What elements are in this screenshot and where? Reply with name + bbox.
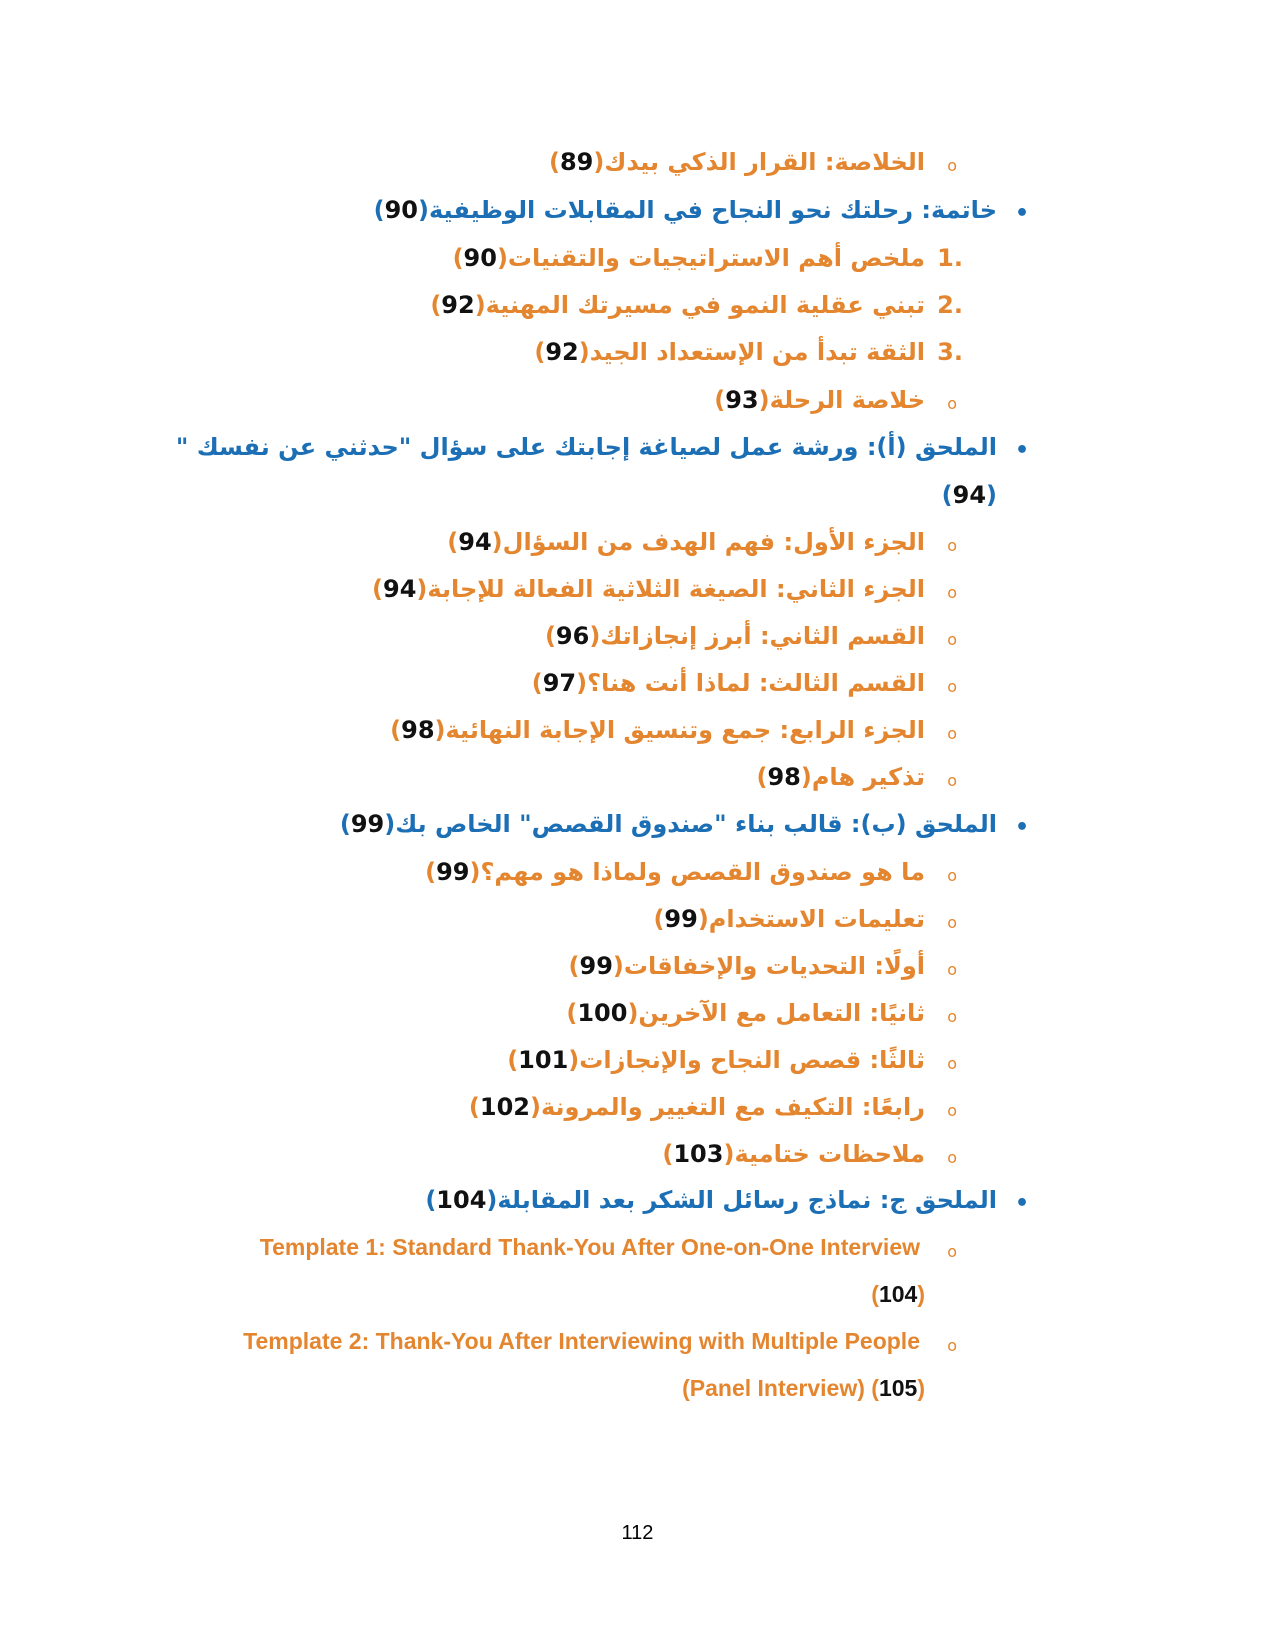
toc-item-page: 100: [577, 999, 628, 1027]
toc-item-page: 104: [878, 1281, 918, 1307]
toc-item-title: تبني عقلية النمو في مسيرتك المهنية: [485, 291, 925, 319]
toc-item-page: 99: [350, 810, 385, 838]
toc-item-title: الثقة تبدأ من الإستعداد الجيد: [589, 338, 925, 366]
toc-item-part-one[interactable]: الجزء الأول: فهم الهدف من السؤال(94): [447, 528, 925, 556]
toc-item-title: Template 1: Standard Thank-You After One-on-One Interview: [259, 1234, 920, 1260]
toc-item-title: خاتمة: رحلتك نحو النجاح في المقابلات الوظيفية: [428, 196, 997, 224]
page-number: 112: [621, 1522, 654, 1544]
toc-item-template-2-cont[interactable]: (Panel Interview) (105): [682, 1375, 925, 1401]
toc-item-marker: o: [947, 913, 957, 932]
toc-item-dealing-with-others[interactable]: ثانيًا: التعامل مع الآخرين(100): [566, 999, 925, 1027]
toc-item-page: 94: [383, 575, 417, 603]
toc-item-page: 105: [878, 1375, 918, 1401]
toc-item-usage-instructions[interactable]: تعليمات الاستخدام(99): [653, 905, 925, 933]
toc-item-title: ثالثًا: قصص النجاح والإنجازات: [579, 1046, 925, 1074]
toc-item-marker: o: [947, 1242, 957, 1261]
toc-item-title: الجزء الثاني: الصيغة الثلاثية الفعالة للإجابة: [427, 575, 925, 603]
toc-item-title: تعليمات الاستخدام: [708, 905, 925, 933]
toc-item-marker: o: [947, 1336, 957, 1355]
toc-item-part-two[interactable]: الجزء الثاني: الصيغة الثلاثية الفعالة للإجابة(94): [372, 575, 925, 603]
toc-item-template-1-page[interactable]: (104): [871, 1281, 925, 1307]
toc-item-marker: o: [947, 1054, 957, 1073]
toc-item-marker: o: [947, 866, 957, 885]
toc-item-title-continued: (Panel Interview): [682, 1375, 865, 1401]
toc-item-title: الخلاصة: القرار الذكي بيدك: [604, 148, 925, 176]
toc-item-marker: o: [947, 677, 957, 696]
toc-item-marker: o: [947, 630, 957, 649]
toc-item-page: 94: [952, 481, 987, 509]
toc-item-title: الملحق ج: نماذج رسائل الشكر بعد المقابلة: [497, 1186, 997, 1214]
toc-item-page: 97: [542, 669, 577, 697]
toc-item-title: الجزء الأول: فهم الهدف من السؤال: [502, 528, 925, 556]
toc-item-marker: o: [947, 156, 957, 175]
toc-item-page: 99: [436, 858, 470, 886]
toc-item-page: 102: [479, 1093, 530, 1121]
toc-item-page: 104: [436, 1186, 487, 1214]
toc-item-marker: •: [1014, 201, 1029, 226]
toc-item-marker: 2.: [937, 291, 963, 319]
toc-item-page: 99: [579, 952, 613, 980]
toc-item-page: 92: [545, 338, 579, 366]
toc-item-appendix-a-page[interactable]: (94): [941, 481, 997, 509]
toc-item-title: القسم الثالث: لماذا أنت هنا؟: [587, 669, 925, 697]
toc-item-title: الجزء الرابع: جمع وتنسيق الإجابة النهائية: [445, 716, 925, 744]
toc-item-appendix-b[interactable]: الملحق (ب): قالب بناء "صندوق القصص" الخاص بك(99): [339, 810, 997, 838]
toc-item-page: 90: [463, 244, 497, 272]
toc-item-title: تذكير هام: [811, 763, 925, 791]
toc-item-page: 98: [767, 763, 801, 791]
toc-item-marker: 3.: [937, 338, 963, 366]
toc-item-challenges-failures[interactable]: أولًا: التحديات والإخفاقات(99): [568, 952, 925, 980]
toc-item-what-is-story-box[interactable]: ما هو صندوق القصص ولماذا هو مهم؟(99): [425, 858, 925, 886]
toc-item-part-four[interactable]: الجزء الرابع: جمع وتنسيق الإجابة النهائية(98): [390, 716, 925, 744]
toc-item-page: 99: [664, 905, 698, 933]
toc-item-confidence[interactable]: الثقة تبدأ من الإستعداد الجيد(92): [534, 338, 925, 366]
toc-item-marker: o: [947, 724, 957, 743]
toc-item-marker: o: [947, 394, 957, 413]
toc-item-title: الملحق (أ): ورشة عمل لصياغة إجابتك على سؤال "حدثني عن نفسك ": [175, 433, 997, 461]
toc-item-appendix-c[interactable]: الملحق ج: نماذج رسائل الشكر بعد المقابلة(104): [425, 1186, 997, 1214]
toc-item-conclusion-smart-decision[interactable]: الخلاصة: القرار الذكي بيدك(89): [548, 148, 925, 176]
toc-item-title: الملحق (ب): قالب بناء "صندوق القصص" الخاص بك: [395, 810, 997, 838]
toc-item-page: 98: [401, 716, 435, 744]
toc-item-page: 89: [559, 148, 594, 176]
toc-item-page: 90: [384, 196, 418, 224]
toc-item-marker: o: [947, 960, 957, 979]
toc-item-marker: o: [947, 771, 957, 790]
toc-item-title: القسم الثاني: أبرز إنجازاتك: [600, 622, 925, 650]
toc-item-marker: o: [947, 583, 957, 602]
toc-item-section-two[interactable]: القسم الثاني: أبرز إنجازاتك(96): [544, 622, 925, 650]
toc-item-page: 92: [441, 291, 475, 319]
toc-item-closing-notes[interactable]: ملاحظات ختامية(103): [662, 1140, 925, 1168]
toc-item-page: 101: [518, 1046, 569, 1074]
toc-item-marker: o: [947, 1101, 957, 1120]
toc-item-closing[interactable]: خاتمة: رحلتك نحو النجاح في المقابلات الوظيفية(90): [373, 196, 997, 224]
toc-item-appendix-a[interactable]: [176, 435, 997, 459]
toc-item-section-three[interactable]: القسم الثالث: لماذا أنت هنا؟(97): [531, 669, 925, 697]
toc-item-title: أولًا: التحديات والإخفاقات: [623, 952, 925, 980]
toc-item-page: 94: [458, 528, 492, 556]
toc-item-success-stories[interactable]: ثالثًا: قصص النجاح والإنجازات(101): [507, 1046, 925, 1074]
toc-item-title: ثانيًا: التعامل مع الآخرين: [638, 999, 925, 1027]
toc-item-marker: o: [947, 536, 957, 555]
toc-item-important-reminder[interactable]: تذكير هام(98): [756, 763, 925, 791]
toc-item-title: ما هو صندوق القصص ولماذا هو مهم؟: [480, 858, 925, 886]
toc-item-page: 93: [725, 386, 759, 414]
toc-item-journey-summary[interactable]: خلاصة الرحلة(93): [714, 386, 925, 414]
toc-item-adaptation-flexibility[interactable]: رابعًا: التكيف مع التغيير والمرونة(102): [468, 1093, 925, 1121]
toc-item-title: ملاحظات ختامية: [734, 1140, 925, 1168]
toc-item-marker: 1.: [937, 244, 963, 272]
toc-item-title: رابعًا: التكيف مع التغيير والمرونة: [540, 1093, 925, 1121]
toc-item-marker: •: [1014, 438, 1029, 463]
toc-item-title: خلاصة الرحلة: [769, 386, 925, 414]
toc-item-template-1[interactable]: [260, 1236, 920, 1259]
toc-item-marker: •: [1014, 815, 1029, 840]
toc-item-template-2[interactable]: [243, 1330, 920, 1353]
toc-item-summary-strategies[interactable]: ملخص أهم الاستراتيجيات والتقنيات(90): [452, 244, 925, 272]
toc-item-growth-mindset[interactable]: تبني عقلية النمو في مسيرتك المهنية(92): [430, 291, 925, 319]
toc-item-page: 96: [555, 622, 590, 650]
toc-item-marker: o: [947, 1007, 957, 1026]
toc-item-marker: •: [1014, 1191, 1029, 1216]
toc-item-page: 103: [673, 1140, 724, 1168]
toc-item-title: ملخص أهم الاستراتيجيات والتقنيات: [507, 244, 925, 272]
toc-item-title: Template 2: Thank-You After Interviewing with Multiple People: [243, 1328, 920, 1354]
toc-item-marker: o: [947, 1148, 957, 1167]
